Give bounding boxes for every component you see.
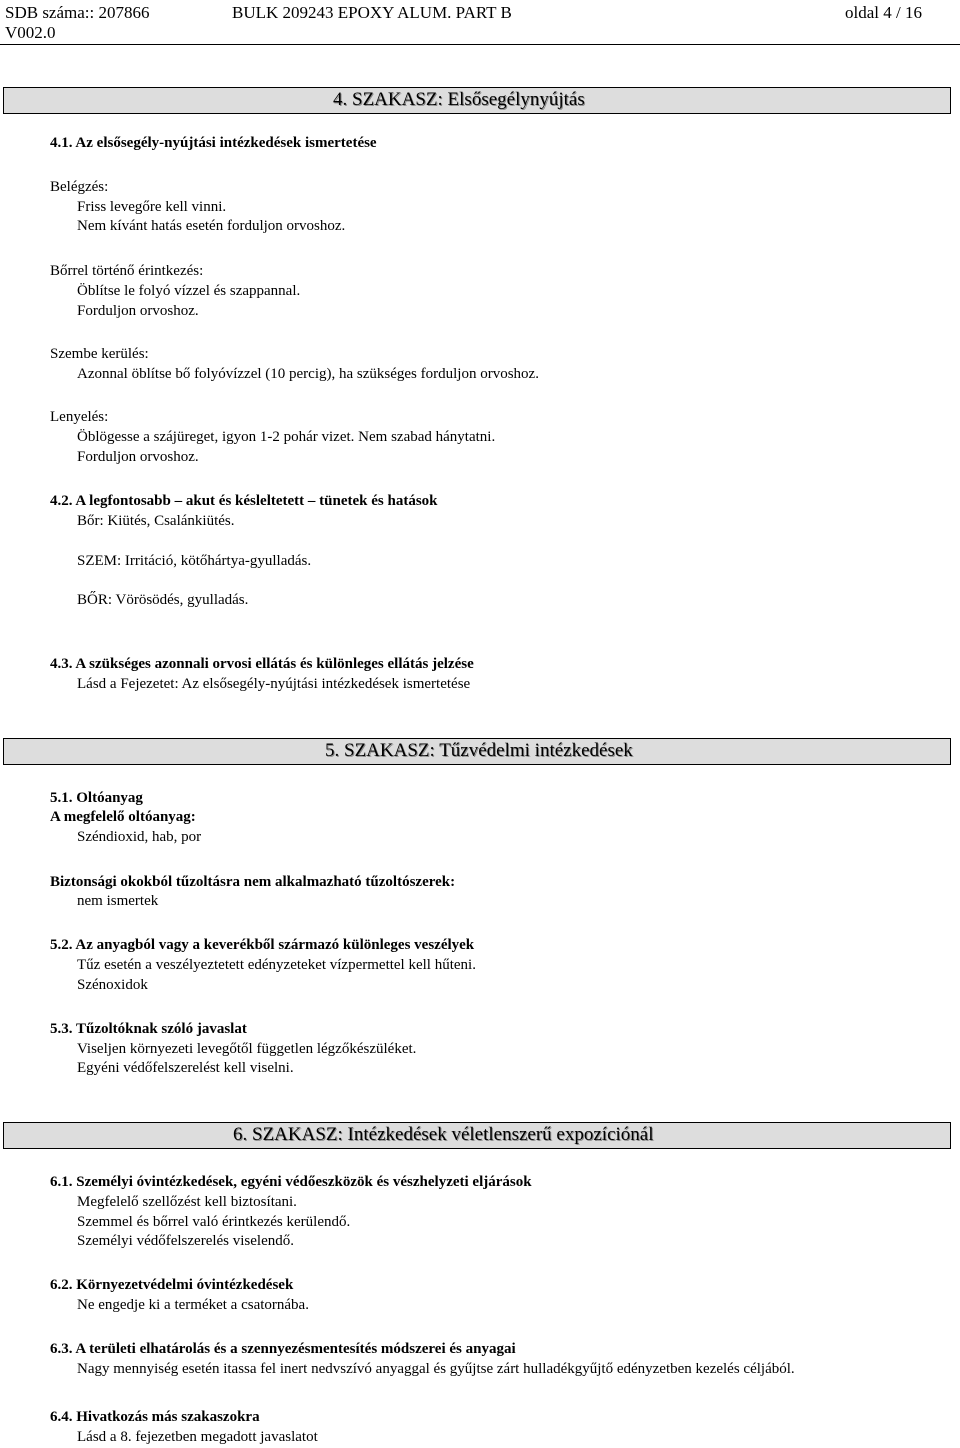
s62-heading: 6.2. Környezetvédelmi óvintézkedések xyxy=(50,1277,294,1293)
s61-text-1: Megfelelő szellőzést kell biztosítani. xyxy=(77,1194,297,1210)
unsuitable-media-label: Biztonsági okokból tűzoltásra nem alkalmazható tűzoltószerek: xyxy=(50,874,456,890)
s64-text-1: Lásd a 8. fejezetben megadott javaslatot xyxy=(77,1429,318,1445)
s61-heading: 6.1. Személyi óvintézkedések, egyéni védőeszközök és vészhelyzeti eljárások xyxy=(50,1174,532,1190)
s53-heading: 5.3. Tűzoltóknak szóló javaslat xyxy=(50,1021,247,1037)
s41-heading: 4.1. Az elsősegély-nyújtási intézkedések ismertetése xyxy=(50,135,377,151)
skin-label: Bőrrel történő érintkezés: xyxy=(50,263,204,279)
product-name: BULK 209243 EPOXY ALUM. PART B xyxy=(232,3,512,22)
s42-text-3: BŐR: Vörösödés, gyulladás. xyxy=(77,592,249,608)
s53-text-1: Viseljen környezeti levegőtől független légzőkészüléket. xyxy=(77,1041,417,1057)
s61-text-3: Személyi védőfelszerelés viselendő. xyxy=(77,1233,295,1249)
s63-heading: 6.3. A területi elhatárolás és a szennyezésmentesítés módszerei és anyagai xyxy=(50,1341,516,1357)
s62-text-1: Ne engedje ki a terméket a csatornába. xyxy=(77,1297,309,1313)
section-5-title: 5. SZAKASZ: Tűzvédelmi intézkedések xyxy=(325,740,633,761)
s43-text-1: Lásd a Fejezetet: Az elsősegély-nyújtási intézkedések ismertetése xyxy=(77,676,471,692)
sdb-number: SDB száma:: 207866 xyxy=(5,3,150,22)
header-rule xyxy=(0,44,960,45)
s61-text-2: Szemmel és bőrrel való érintkezés kerülendő. xyxy=(77,1214,351,1230)
s52-text-1: Tűz esetén a veszélyeztetett edényzeteket vízpermettel kell hűteni. xyxy=(77,957,476,973)
s64-heading: 6.4. Hivatkozás más szakaszokra xyxy=(50,1409,260,1425)
page-number: oldal 4 / 16 xyxy=(845,3,922,22)
s52-heading: 5.2. Az anyagból vagy a keverékből származó különleges veszélyek xyxy=(50,937,475,953)
skin-text-2: Forduljon orvoshoz. xyxy=(77,303,199,319)
inhalation-text-2: Nem kívánt hatás esetén forduljon orvoshoz. xyxy=(77,218,346,234)
eye-text-1: Azonnal öblítse bő folyóvízzel (10 percig), ha szükséges forduljon orvoshoz. xyxy=(77,366,539,382)
inhalation-text-1: Friss levegőre kell vinni. xyxy=(77,199,227,215)
s42-heading: 4.2. A legfontosabb – akut és késleltetett – tünetek és hatások xyxy=(50,493,438,509)
section-4-title: 4. SZAKASZ: Elsősegélynyújtás xyxy=(333,89,585,110)
section-6-title: 6. SZAKASZ: Intézkedések véletlenszerű expozíciónál xyxy=(233,1124,654,1145)
s63-text-1: Nagy mennyiség esetén itassa fel inert nedvszívó anyaggal és gyűjtse zárt hulladékgyűjtő edényzetben kezelés céljából. xyxy=(77,1361,795,1377)
suitable-media-label: A megfelelő oltóanyag: xyxy=(50,809,196,825)
s53-text-2: Egyéni védőfelszerelést kell viselni. xyxy=(77,1060,294,1076)
s51-heading: 5.1. Oltóanyag xyxy=(50,790,143,806)
skin-text-1: Öblítse le folyó vízzel és szappannal. xyxy=(77,283,301,299)
s42-text-1: Bőr: Kiütés, Csalánkiütés. xyxy=(77,513,235,529)
s42-text-2: SZEM: Irritáció, kötőhártya-gyulladás. xyxy=(77,553,312,569)
ingestion-label: Lenyelés: xyxy=(50,409,109,425)
inhalation-label: Belégzés: xyxy=(50,179,109,195)
version: V002.0 xyxy=(5,23,56,42)
s52-text-2: Szénoxidok xyxy=(77,977,148,993)
ingestion-text-2: Forduljon orvoshoz. xyxy=(77,449,199,465)
s43-heading: 4.3. A szükséges azonnali orvosi ellátás és különleges ellátás jelzése xyxy=(50,656,474,672)
ingestion-text-1: Öblögesse a szájüreget, igyon 1-2 pohár vizet. Nem szabad hánytatni. xyxy=(77,429,496,445)
unsuitable-media-value: nem ismertek xyxy=(77,893,159,909)
eye-label: Szembe kerülés: xyxy=(50,346,149,362)
suitable-media-value: Széndioxid, hab, por xyxy=(77,829,202,845)
